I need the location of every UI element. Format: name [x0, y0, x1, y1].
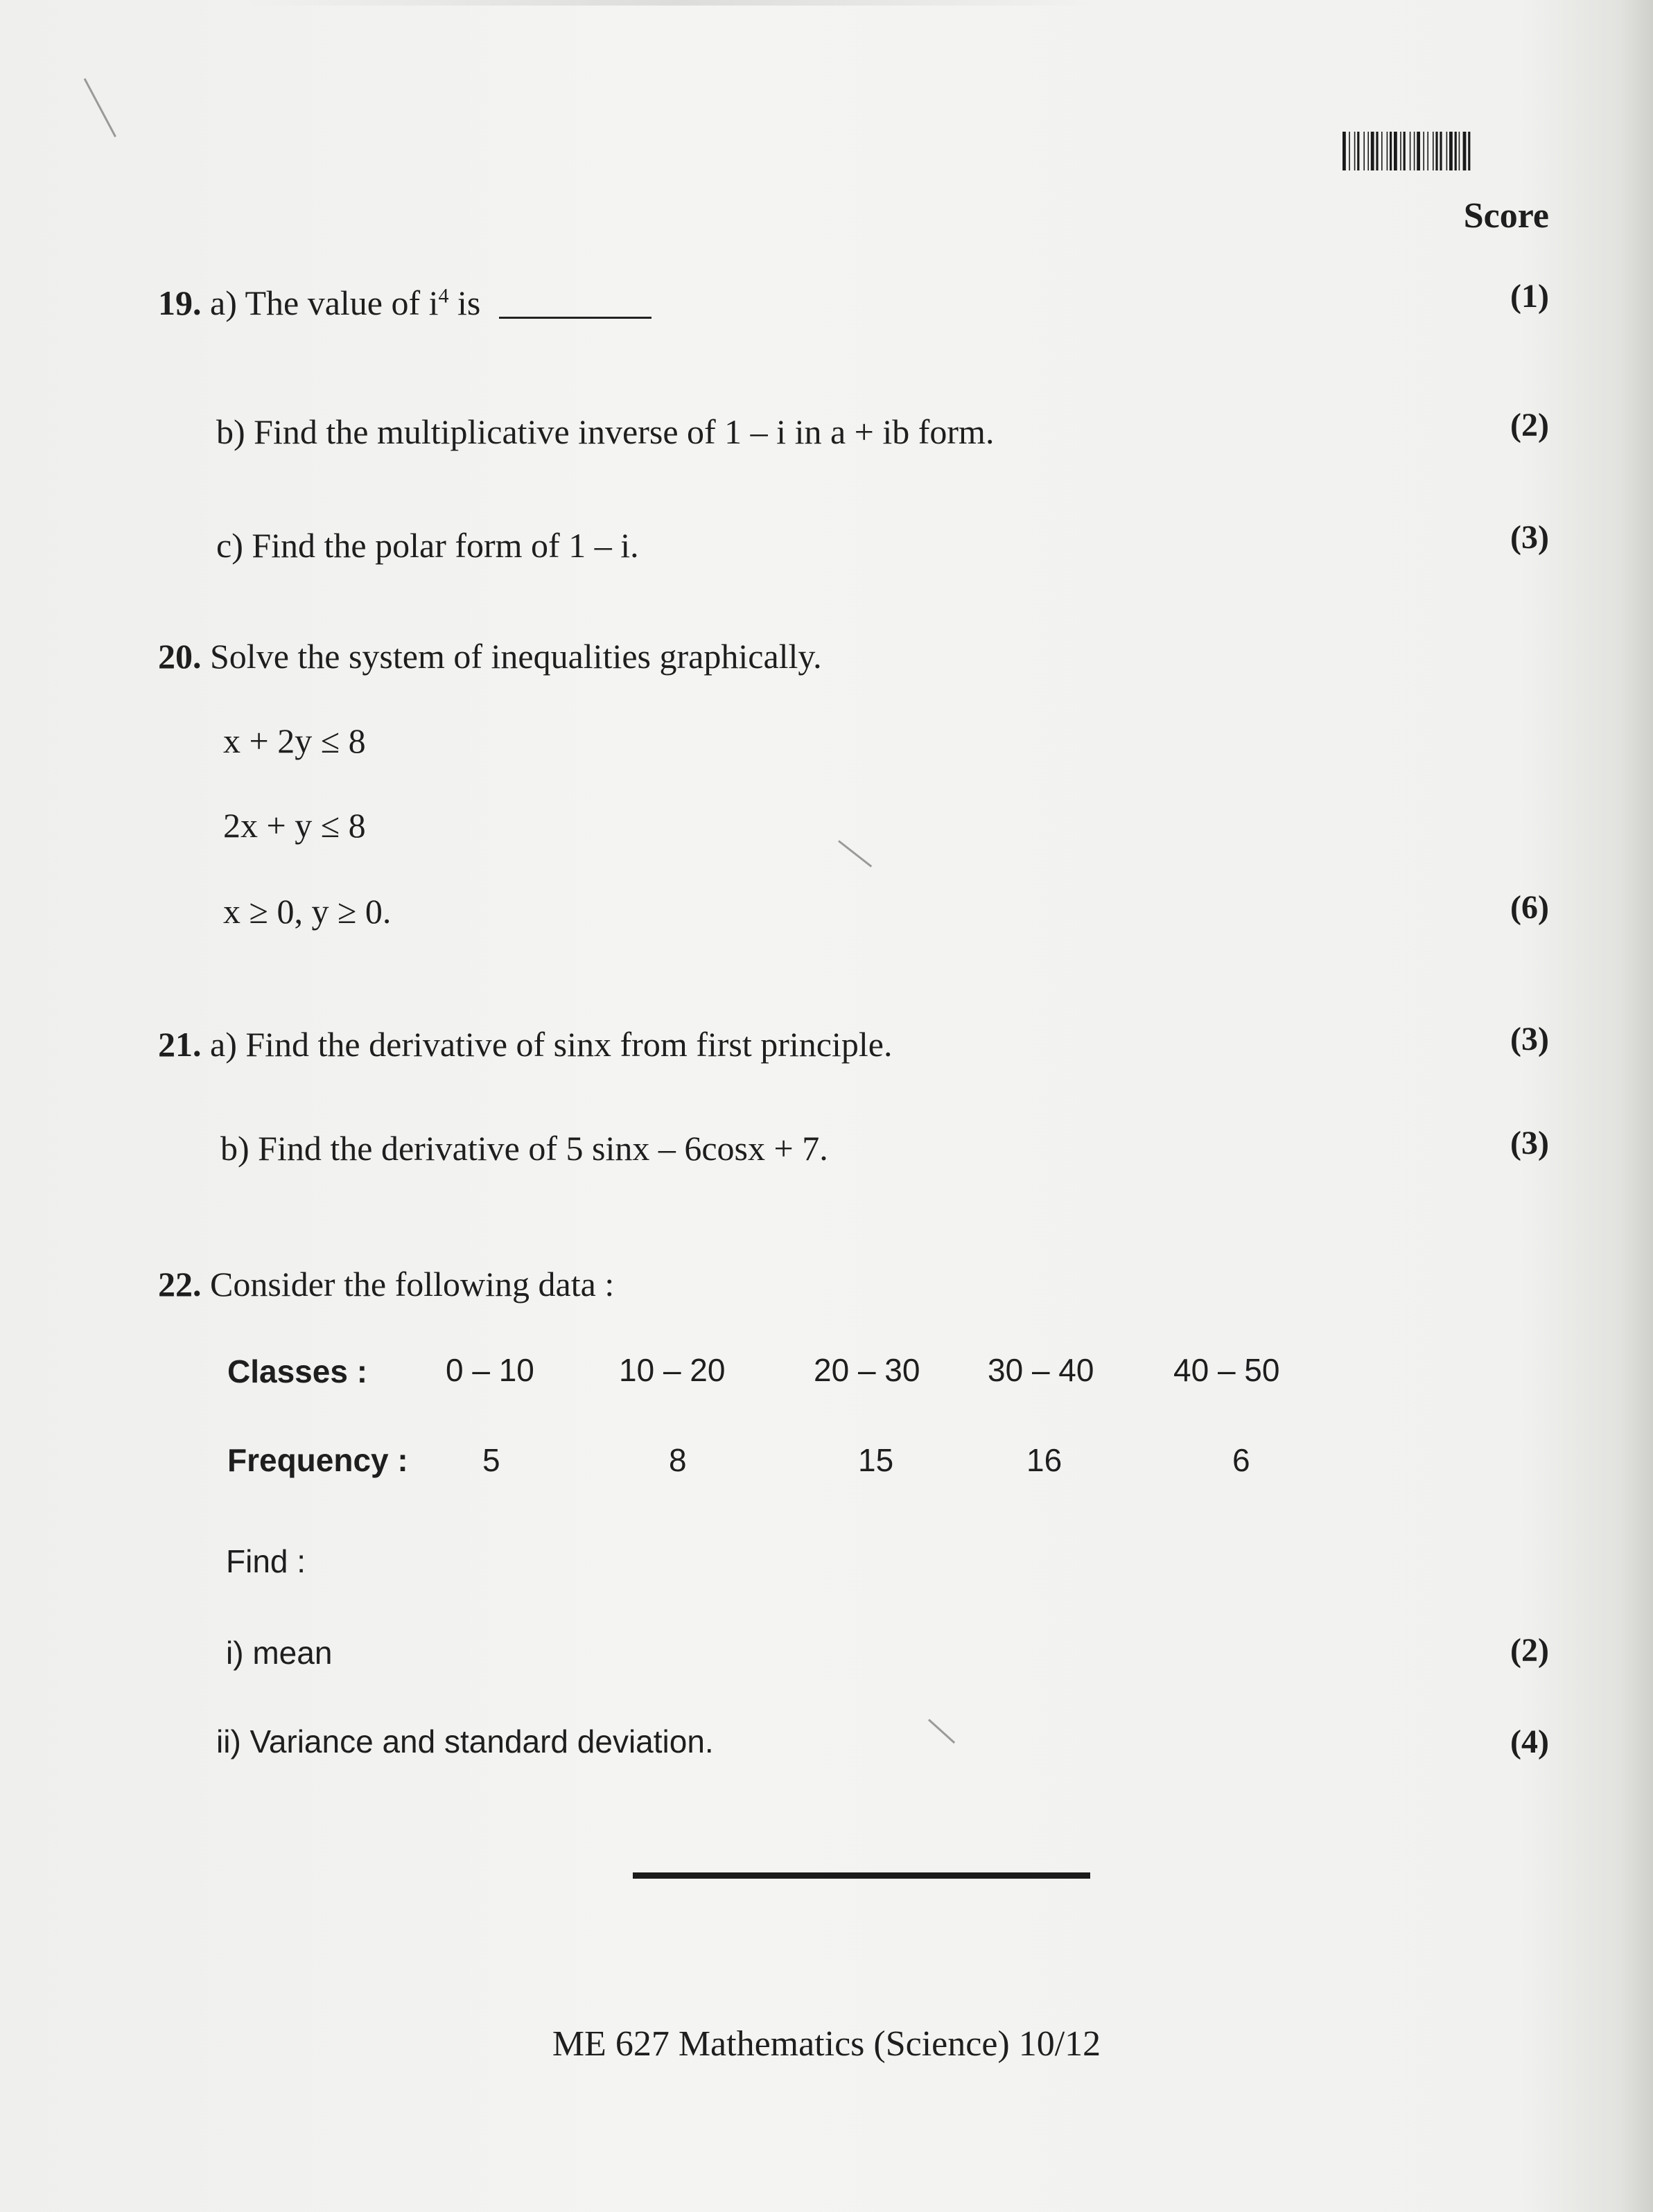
question-text: Solve the system of inequalities graphically.: [210, 637, 822, 676]
question-text: Find the derivative of sinx from first principle.: [245, 1025, 893, 1064]
question-number: 22.: [158, 1265, 202, 1304]
end-rule: [633, 1872, 1090, 1879]
class-cell: 0 – 10: [446, 1352, 534, 1388]
question-number: 21.: [158, 1025, 202, 1064]
question-20: [158, 636, 822, 676]
question-19b: [216, 412, 994, 452]
part-label: c): [216, 526, 243, 565]
question-text: Find the derivative of 5 sinx – 6cosx + 7.: [258, 1129, 828, 1168]
pen-mark: [928, 1719, 955, 1744]
frequency-cell: 5: [482, 1442, 500, 1478]
pen-mark: [84, 78, 116, 137]
marks-19a: (1): [1510, 278, 1549, 315]
question-text: Consider the following data :: [210, 1265, 615, 1304]
marks-22ii: (4): [1510, 1723, 1549, 1760]
answer-blank: [499, 317, 651, 319]
class-cell: 10 – 20: [619, 1352, 726, 1388]
score-header: Score: [1463, 196, 1549, 236]
question-number: 19.: [158, 283, 202, 322]
top-edge-shadow: [243, 0, 1109, 6]
frequency-cell: 6: [1232, 1442, 1250, 1478]
frequency-cell: 15: [858, 1442, 894, 1478]
question-text: Find the multiplicative inverse of 1 – i in a + ib form.: [254, 412, 995, 451]
question-19c: [216, 525, 639, 565]
find-label: Find :: [226, 1543, 306, 1579]
class-cell: 40 – 50: [1173, 1352, 1280, 1388]
question-21a: [158, 1024, 892, 1064]
frequency-cell: 16: [1026, 1442, 1062, 1478]
class-cell: 20 – 30: [814, 1352, 920, 1388]
frequency-cell: 8: [669, 1442, 687, 1478]
barcode-icon: [1342, 132, 1550, 170]
part-label: b): [220, 1129, 250, 1168]
question-22: [158, 1264, 614, 1304]
class-cell: 30 – 40: [988, 1352, 1094, 1388]
question-22i: [226, 1634, 332, 1671]
classes-label: Classes :: [227, 1353, 368, 1389]
question-text: Variance and standard deviation.: [250, 1723, 714, 1759]
question-text-after: is: [448, 283, 481, 322]
inequality-2: 2x + y ≤ 8: [223, 806, 366, 845]
part-label: ii): [216, 1723, 241, 1759]
marks-19c: (3): [1510, 519, 1549, 556]
marks-19b: (2): [1510, 407, 1549, 444]
question-text: mean: [252, 1635, 333, 1671]
inequality-3: x ≥ 0, y ≥ 0.: [223, 892, 392, 931]
frequency-label: Frequency :: [227, 1442, 408, 1478]
question-19a: [158, 283, 651, 323]
part-label: a): [210, 1025, 237, 1064]
question-text: Find the polar form of 1 – i.: [252, 526, 639, 565]
pen-mark: [838, 840, 872, 867]
inequality-1: x + 2y ≤ 8: [223, 721, 366, 760]
question-number: 20.: [158, 637, 202, 676]
part-label: b): [216, 412, 245, 451]
marks-22i: (2): [1510, 1632, 1549, 1669]
question-21b: [220, 1128, 828, 1168]
marks-21a: (3): [1510, 1021, 1549, 1057]
question-text: The value of i: [245, 283, 439, 322]
marks-20: (6): [1510, 889, 1549, 926]
question-22ii: [216, 1723, 714, 1760]
marks-21b: (3): [1510, 1125, 1549, 1161]
part-label: a): [210, 283, 237, 322]
page-footer: ME 627 Mathematics (Science) 10/12: [552, 2024, 1101, 2064]
exponent: 4: [438, 284, 449, 308]
part-label: i): [226, 1635, 244, 1671]
